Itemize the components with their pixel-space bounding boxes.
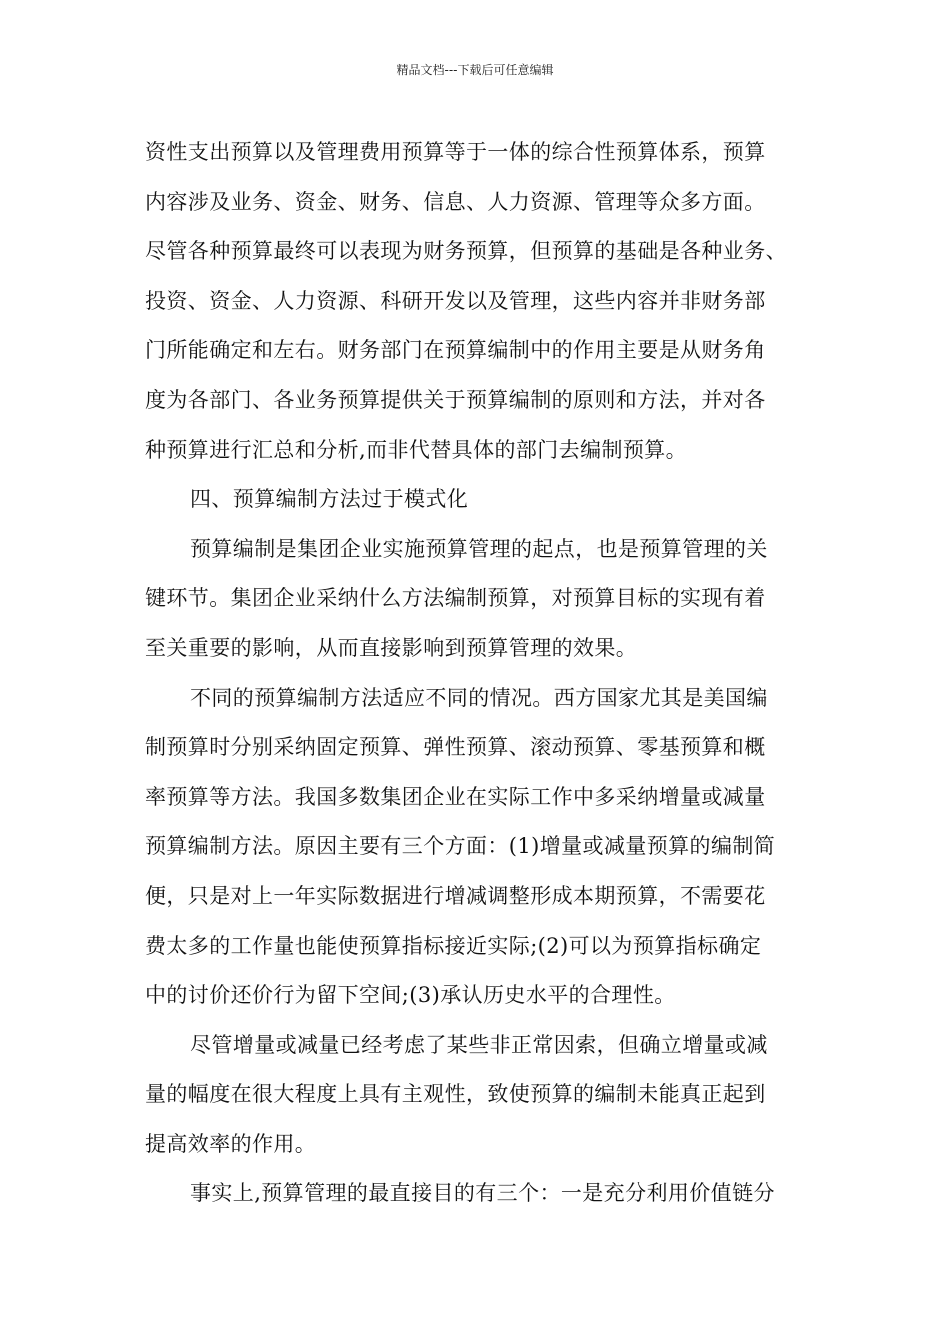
section-heading: 四、预算编制方法过于模式化 — [190, 487, 469, 512]
text-line: 资性支出预算以及管理费用预算等于一体的综合性预算体系，预算 — [145, 140, 766, 164]
text-line: 键环节。集团企业采纳什么方法编制预算，对预算目标的实现有着 — [145, 586, 766, 611]
text-line: 预算编制是集团企业实施预算管理的起点，也是预算管理的关 — [190, 536, 768, 561]
text-line: 不同的预算编制方法适应不同的情况。西方国家尤其是美国编 — [190, 685, 768, 710]
page-header: 精品文档---下载后可任意编辑 — [396, 63, 554, 77]
text-line: 率预算等方法。我国多数集团企业在实际工作中多采纳增量或减量 — [145, 784, 766, 809]
text-line: 内容涉及业务、资金、财务、信息、人力资源、管理等众多方面。 — [145, 189, 766, 214]
text-line: 至关重要的影响，从而直接影响到预算管理的效果。 — [145, 635, 638, 660]
text-line: 费太多的工作量也能使预算指标接近实际;(2)可以为预算指标确定 — [145, 933, 762, 958]
document-body — [145, 128, 825, 1219]
text-line: 中的讨价还价行为留下空间;(3)承认历史水平的合理性。 — [145, 983, 676, 1008]
text-line: 门所能确定和左右。财务部门在预算编制中的作用主要是从财务角 — [145, 338, 766, 363]
text-line: 制预算时分别采纳固定预算、弹性预算、滚动预算、零基预算和概 — [145, 735, 766, 760]
text-line: 预算编制方法。原因主要有三个方面：(1)增量或减量预算的编制简 — [145, 834, 776, 859]
text-line: 提高效率的作用。 — [145, 1131, 317, 1156]
text-line: 便，只是对上一年实际数据进行增减调整形成本期预算，不需要花 — [145, 883, 766, 908]
text-line: 尽管各种预算最终可以表现为财务预算，但预算的基础是各种业务、 — [145, 239, 787, 264]
text-line: 度为各部门、各业务预算提供关于预算编制的原则和方法，并对各 — [145, 387, 766, 412]
text-line: 量的幅度在很大程度上具有主观性，致使预算的编制未能真正起到 — [145, 1082, 766, 1107]
text-line: 投资、资金、人力资源、科研开发以及管理，这些内容并非财务部 — [145, 288, 766, 313]
text-line: 尽管增量或减量已经考虑了某些非正常因索，但确立增量或减 — [190, 1032, 768, 1057]
text-line: 事实上,预算管理的最直接目的有三个：一是充分利用价值链分 — [190, 1181, 775, 1206]
text-line: 种预算进行汇总和分析,而非代替具体的部门去编制预算。 — [145, 437, 688, 462]
